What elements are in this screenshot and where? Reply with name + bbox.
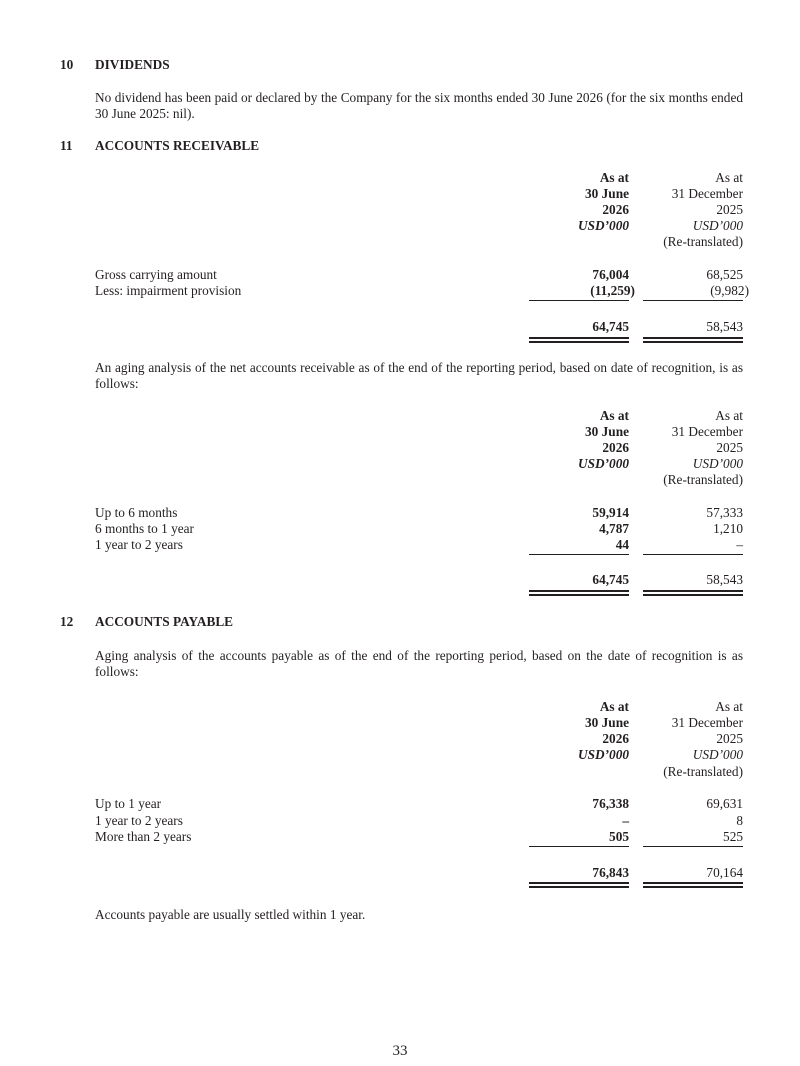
cell-value: 69,631 (706, 796, 743, 811)
column-header: 2026 (602, 440, 629, 455)
page-number: 33 (392, 1043, 408, 1059)
column-header: 2025 (716, 202, 743, 217)
column-header: As at (715, 699, 743, 714)
rule (643, 554, 743, 555)
cell-value: (9,982) (710, 283, 749, 298)
row-label: Less: impairment provision (95, 283, 242, 298)
cell-value: – (736, 537, 743, 552)
row-label: 1 year to 2 years (95, 537, 183, 552)
total-value: 70,164 (706, 865, 743, 880)
rule (643, 300, 743, 301)
column-header: 31 December (671, 186, 743, 201)
column-header: 2025 (716, 440, 743, 455)
column-header: 2026 (602, 731, 629, 746)
double-rule (529, 882, 629, 888)
column-header: 31 December (671, 424, 743, 439)
total-value: 58,543 (706, 572, 743, 587)
double-rule (643, 882, 743, 888)
paragraph: No dividend has been paid or declared by the Company for the six months ended 30 June 2026 (for the six months ended 30 June 2025: nil). (95, 90, 743, 122)
column-header: As at (715, 170, 743, 185)
cell-value: – (622, 813, 629, 828)
footnote: Accounts payable are usually settled within 1 year. (95, 907, 366, 922)
rule (529, 554, 629, 555)
column-header: As at (599, 699, 629, 714)
column-header: (Re-translated) (663, 234, 743, 249)
cell-value: 76,338 (592, 796, 629, 811)
column-header: 30 June (585, 424, 629, 439)
double-rule (529, 337, 629, 343)
section-title: ACCOUNTS RECEIVABLE (95, 138, 260, 153)
column-header: USD’000 (578, 218, 629, 233)
column-header: (Re-translated) (663, 764, 743, 779)
cell-value: 505 (609, 829, 629, 844)
cell-value: 76,004 (592, 267, 629, 282)
column-header: 30 June (585, 186, 629, 201)
double-rule (643, 337, 743, 343)
column-header: As at (715, 408, 743, 423)
column-header: USD’000 (578, 456, 629, 471)
row-label: More than 2 years (95, 829, 192, 844)
column-header: 31 December (671, 715, 743, 730)
cell-value: 525 (723, 829, 743, 844)
column-header: 2025 (716, 731, 743, 746)
paragraph: An aging analysis of the net accounts receivable as of the end of the reporting period, based on date of recognition, is as follows: (95, 360, 743, 392)
total-value: 64,745 (592, 572, 629, 587)
row-label: Up to 6 months (95, 505, 178, 520)
cell-value: 1,210 (713, 521, 743, 536)
section-number: 11 (60, 138, 73, 153)
column-header: USD’000 (692, 456, 743, 471)
cell-value: 44 (615, 537, 629, 552)
cell-value: 59,914 (592, 505, 629, 520)
rule (529, 300, 629, 301)
column-header: USD’000 (692, 218, 743, 233)
column-header: USD’000 (578, 747, 629, 762)
column-header: 2026 (602, 202, 629, 217)
cell-value: 68,525 (706, 267, 743, 282)
section-number: 12 (60, 614, 74, 629)
section-number: 10 (60, 57, 74, 72)
row-label: 6 months to 1 year (95, 521, 194, 536)
column-header: As at (599, 408, 629, 423)
cell-value: 4,787 (599, 521, 629, 536)
section-title: DIVIDENDS (95, 57, 170, 72)
column-header: 30 June (585, 715, 629, 730)
cell-value: 8 (736, 813, 743, 828)
total-value: 64,745 (592, 319, 629, 334)
section-title: ACCOUNTS PAYABLE (95, 614, 234, 629)
total-value: 76,843 (592, 865, 629, 880)
rule (643, 846, 743, 847)
double-rule (529, 590, 629, 596)
cell-value: (11,259) (590, 283, 635, 298)
cell-value: 57,333 (706, 505, 743, 520)
column-header: As at (599, 170, 629, 185)
column-header: USD’000 (692, 747, 743, 762)
row-label: 1 year to 2 years (95, 813, 183, 828)
double-rule (643, 590, 743, 596)
rule (529, 846, 629, 847)
row-label: Up to 1 year (95, 796, 162, 811)
total-value: 58,543 (706, 319, 743, 334)
row-label: Gross carrying amount (95, 267, 217, 282)
paragraph: Aging analysis of the accounts payable as of the end of the reporting period, based on the date of recognition is as follows: (95, 648, 743, 680)
column-header: (Re-translated) (663, 472, 743, 487)
